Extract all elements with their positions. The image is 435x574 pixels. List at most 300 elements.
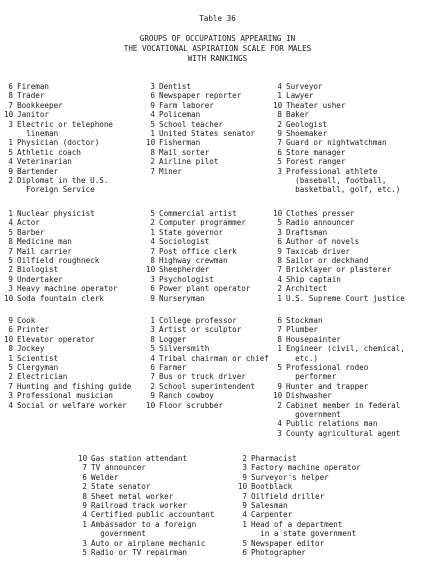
occupation-row [273, 138, 400, 147]
occupation-name: Bus or truck driver [159, 372, 246, 382]
group-4-column-2 [238, 454, 361, 557]
occupation-row [273, 325, 405, 334]
occupation-row [4, 294, 118, 303]
occupation-name: Cabinet member in federal [286, 400, 401, 410]
occupation-row [146, 344, 269, 353]
rank-number: 4 [277, 82, 282, 91]
rank-number: 9 [242, 472, 247, 482]
rank-number: 1 [150, 227, 155, 237]
rank-number [273, 372, 282, 381]
occupation-name: United States senator [159, 129, 256, 139]
occupation-name: Professional rodeo [286, 363, 369, 373]
occupation-row [78, 510, 214, 519]
rank-number: 7 [8, 246, 13, 256]
rank-number: 10 [146, 138, 156, 148]
occupation-row [273, 256, 405, 265]
occupation-name: Auto or airplane mechanic [91, 538, 206, 548]
occupation-row [4, 138, 113, 147]
occupation-row [4, 167, 113, 176]
occupation-name: Electric or telephone [17, 119, 114, 129]
occupation-row [4, 401, 131, 410]
occupation-row [146, 284, 250, 293]
rank-number: 10 [238, 482, 248, 492]
group-3-column-1 [4, 316, 131, 410]
group-1-column-1 [4, 82, 113, 195]
occupation-name: Clergyman [17, 363, 59, 373]
occupation-name: Medicine man [17, 237, 72, 247]
rank-number: 9 [8, 166, 13, 176]
occupation-row [273, 218, 405, 227]
occupation-row [146, 354, 269, 363]
rank-number: 9 [277, 381, 282, 391]
rank-number: 6 [8, 325, 13, 335]
rank-number: 2 [8, 176, 13, 186]
rank-number: 7 [150, 372, 155, 382]
rank-number [4, 129, 13, 138]
rank-number: 4 [150, 110, 155, 120]
occupation-row [4, 256, 118, 265]
occupation-row [273, 294, 405, 303]
occupation-name: Heavy machine operator [17, 284, 118, 294]
rank-number: 3 [277, 227, 282, 237]
occupation-row-continuation [273, 354, 405, 363]
rank-number: 5 [8, 256, 13, 266]
occupation-row [4, 247, 118, 256]
rank-number: 9 [8, 274, 13, 284]
rank-number: 6 [150, 284, 155, 294]
occupation-row [238, 501, 361, 510]
rank-number: 10 [4, 110, 14, 120]
occupation-name: Taxicab driver [286, 246, 351, 256]
occupation-row [146, 167, 255, 176]
occupation-name: Engineer (civil, chemical, [286, 344, 405, 354]
rank-number: 7 [82, 463, 87, 473]
occupation-name: Geologist [286, 119, 328, 129]
rank-number: 1 [8, 138, 13, 148]
occupation-name: Trader [17, 91, 45, 101]
rank-number: 2 [277, 400, 282, 410]
rank-number: 5 [82, 548, 87, 558]
occupation-row [238, 482, 361, 491]
occupation-name: Ranch cowboy [159, 391, 214, 401]
occupation-name: Cook [17, 316, 36, 325]
group-2-column-1 [4, 209, 118, 303]
occupation-name: Hunter and trapper [286, 381, 369, 391]
occupation-row [78, 492, 214, 501]
occupation-name: Oilfield roughneck [17, 256, 100, 266]
occupation-row-continuation [273, 372, 405, 381]
occupation-name: Sociologist [159, 237, 210, 247]
occupation-row [273, 110, 400, 119]
occupation-row-continuation [78, 529, 214, 538]
occupation-row [273, 120, 400, 129]
group-3-column-2 [146, 316, 269, 410]
occupation-row [273, 167, 400, 176]
occupation-name: Jockey [17, 344, 45, 354]
occupation-name: Baker [286, 110, 309, 120]
rank-number: 4 [8, 400, 13, 410]
occupation-name: Fisherman [159, 138, 201, 148]
rank-number: 9 [82, 501, 87, 511]
occupation-row [273, 419, 405, 428]
rank-number: 8 [277, 110, 282, 120]
occupation-name: TV announcer [91, 463, 146, 473]
rank-number: 8 [150, 334, 155, 344]
occupation-row-continuation [273, 185, 400, 194]
occupation-name: Author of novels [286, 237, 360, 247]
occupation-name: government [286, 410, 341, 420]
rank-number: 8 [277, 256, 282, 266]
group-2-column-3 [273, 209, 405, 303]
rank-number: 8 [8, 91, 13, 101]
rank-number: 4 [150, 353, 155, 363]
occupation-row [273, 148, 400, 157]
occupation-row [146, 120, 255, 129]
occupation-name: Guard or nightwatchman [286, 138, 387, 148]
occupation-row [238, 520, 361, 529]
occupation-name: Miner [159, 166, 182, 176]
occupation-row [273, 275, 405, 284]
occupation-name: Sheepherder [159, 265, 210, 275]
rank-number: 2 [8, 372, 13, 382]
occupation-name: Pharmacist [251, 454, 297, 463]
occupation-row [146, 209, 250, 218]
rank-number: 2 [82, 482, 87, 492]
rank-number: 5 [150, 119, 155, 129]
rank-number: 6 [150, 363, 155, 373]
occupation-name: Barber [17, 227, 45, 237]
occupation-name: Clothes presser [286, 209, 355, 218]
occupation-name: Bartender [17, 166, 59, 176]
occupation-name: Housepainter [286, 334, 341, 344]
occupation-row [146, 129, 255, 138]
occupation-name: Sheet metal worker [91, 491, 174, 501]
rank-number: 2 [150, 157, 155, 167]
occupation-name: Certified public accountant [91, 510, 215, 520]
rank-number: 6 [82, 472, 87, 482]
rank-number: 10 [146, 400, 156, 410]
rank-number: 2 [150, 381, 155, 391]
occupation-name: Elevator operator [17, 334, 95, 344]
occupation-row [273, 228, 405, 237]
rank-number: 7 [277, 325, 282, 335]
rank-number: 10 [78, 454, 88, 463]
rank-number: 1 [82, 519, 87, 529]
occupation-name: (baseball, football, [286, 176, 387, 186]
occupation-name: Nurseryman [159, 293, 205, 303]
rank-number: 7 [277, 138, 282, 148]
occupation-name: School superintendent [159, 381, 256, 391]
occupation-name: Post office clerk [159, 246, 237, 256]
rank-number: 6 [277, 237, 282, 247]
occupation-name: Store manager [286, 147, 346, 157]
rank-number [4, 185, 13, 194]
occupation-name: Mail carrier [17, 246, 72, 256]
occupation-row [4, 110, 113, 119]
occupation-row [78, 501, 214, 510]
rank-number: 5 [150, 209, 155, 218]
occupation-name: Floor scrubber [159, 400, 224, 410]
occupation-row [78, 520, 214, 529]
rank-number: 3 [82, 538, 87, 548]
occupation-name: Bookkeeper [17, 100, 63, 110]
rank-number: 3 [277, 166, 282, 176]
occupation-name: Veterinarian [17, 157, 72, 167]
rank-number: 6 [150, 91, 155, 101]
occupation-name: Radio or TV repairman [91, 548, 188, 558]
rank-number: 3 [150, 274, 155, 284]
table-label: Table 36 [199, 14, 236, 23]
occupation-row [238, 454, 361, 463]
rank-number: 8 [150, 256, 155, 266]
occupation-name: U.S. Supreme Court justice [286, 293, 405, 303]
rank-number: 5 [242, 538, 247, 548]
occupation-row [4, 237, 118, 246]
rank-number: 5 [8, 147, 13, 157]
occupation-name: Draftsman [286, 227, 328, 237]
occupation-name: lineman [17, 129, 59, 139]
occupation-row [4, 176, 113, 185]
occupation-row [4, 101, 113, 110]
rank-number [273, 354, 282, 363]
rank-number: 4 [277, 419, 282, 429]
occupation-name: Undertaker [17, 274, 63, 284]
occupation-row [146, 157, 255, 166]
rank-number: 4 [242, 510, 247, 520]
rank-number: 5 [150, 344, 155, 354]
occupation-name: in a state government [251, 529, 357, 539]
occupation-row [273, 129, 400, 138]
rank-number: 3 [242, 463, 247, 473]
rank-number: 2 [242, 454, 247, 463]
occupation-row [273, 82, 400, 91]
occupation-row [4, 209, 118, 218]
group-1-column-2 [146, 82, 255, 176]
occupation-name: Salesman [251, 501, 288, 511]
occupation-row [273, 382, 405, 391]
occupation-name: Railroad track worker [91, 501, 188, 511]
occupation-row [4, 148, 113, 157]
occupation-name: Lawyer [286, 91, 314, 101]
rank-number [238, 529, 247, 538]
rank-number: 10 [146, 265, 156, 275]
rank-number: 4 [150, 237, 155, 247]
rank-number: 1 [277, 344, 282, 354]
rank-number: 4 [277, 274, 282, 284]
rank-number: 5 [277, 363, 282, 373]
occupation-row [273, 284, 405, 293]
occupation-row [238, 510, 361, 519]
occupation-name: Professional musician [17, 391, 114, 401]
occupation-name: Farmer [159, 363, 187, 373]
occupation-row-continuation [238, 529, 361, 538]
group-1-column-3 [273, 82, 400, 195]
occupation-name: Airline pilot [159, 157, 219, 167]
occupation-row [273, 344, 405, 353]
occupation-name: Public relations man [286, 419, 378, 429]
occupation-row [273, 91, 400, 100]
occupation-row [4, 218, 118, 227]
occupation-row [146, 218, 250, 227]
rank-number: 9 [277, 129, 282, 139]
rank-number: 9 [150, 100, 155, 110]
rank-number: 3 [8, 284, 13, 294]
rank-number: 7 [8, 100, 13, 110]
occupation-name: Artist or sculptor [159, 325, 242, 335]
occupation-row-continuation [4, 185, 113, 194]
occupation-name: Athletic coach [17, 147, 82, 157]
occupation-row [273, 237, 405, 246]
occupation-row [146, 256, 250, 265]
occupation-name: Dentist [159, 82, 192, 91]
rank-number: 6 [242, 548, 247, 558]
rank-number: 6 [277, 316, 282, 325]
occupation-row [273, 429, 405, 438]
occupation-row [146, 275, 250, 284]
rank-number: 5 [8, 227, 13, 237]
occupation-name: Mail sorter [159, 147, 210, 157]
occupation-row [238, 473, 361, 482]
occupation-name: Gas station attendant [91, 454, 188, 463]
rank-number: 9 [150, 391, 155, 401]
occupation-name: Hunting and fishing guide [17, 381, 132, 391]
occupation-row [4, 284, 118, 293]
occupation-row [4, 382, 131, 391]
occupation-row [273, 265, 405, 274]
occupation-row [273, 247, 405, 256]
rank-number: 8 [82, 491, 87, 501]
occupation-name: government [91, 529, 146, 539]
occupation-row [146, 382, 269, 391]
occupation-name: Ship captain [286, 274, 341, 284]
occupation-row [4, 354, 131, 363]
occupation-row [238, 548, 361, 557]
rank-number: 10 [273, 100, 283, 110]
rank-number: 8 [277, 334, 282, 344]
rank-number: 4 [8, 157, 13, 167]
occupation-name: School teacher [159, 119, 224, 129]
occupation-name: Professional athlete [286, 166, 378, 176]
rank-number: 2 [8, 265, 13, 275]
occupation-name: Computer programmer [159, 218, 246, 228]
rank-number [273, 176, 282, 185]
rank-number: 5 [8, 363, 13, 373]
rank-number: 9 [242, 501, 247, 511]
rank-number: 3 [8, 391, 13, 401]
rank-number: 7 [277, 265, 282, 275]
occupation-row [146, 82, 255, 91]
rank-number: 10 [273, 209, 283, 218]
occupation-row [146, 335, 269, 344]
rank-number: 2 [277, 119, 282, 129]
rank-number: 2 [150, 218, 155, 228]
occupation-row [273, 335, 405, 344]
occupation-name: Social or welfare worker [17, 400, 127, 410]
occupation-row [146, 294, 250, 303]
rank-number: 3 [150, 82, 155, 91]
occupation-row [273, 157, 400, 166]
occupation-name: Physician (doctor) [17, 138, 100, 148]
occupation-row [78, 473, 214, 482]
occupation-name: Head of a department [251, 519, 343, 529]
rank-number: 8 [8, 237, 13, 247]
occupation-name: performer [286, 372, 337, 382]
rank-number: 5 [277, 157, 282, 167]
rank-number: 1 [8, 353, 13, 363]
occupation-row [4, 363, 131, 372]
rank-number: 7 [242, 491, 247, 501]
occupation-name: Photographer [251, 548, 306, 558]
occupation-row [146, 138, 255, 147]
occupation-name: Factory machine operator [251, 463, 361, 473]
occupation-name: Power plant operator [159, 284, 251, 294]
rank-number: 4 [82, 510, 87, 520]
occupation-row [146, 247, 250, 256]
occupation-name: State governor [159, 227, 224, 237]
occupation-row [146, 391, 269, 400]
occupation-name: basketball, golf, etc.) [286, 185, 401, 195]
title-line: WITH RANKINGS [187, 54, 248, 63]
occupation-name: State senator [91, 482, 151, 492]
occupation-row [78, 539, 214, 548]
occupation-name: Logger [159, 334, 187, 344]
occupation-name: Architect [286, 284, 328, 294]
occupation-name: Stockman [286, 316, 323, 325]
occupation-name: Farm laborer [159, 100, 214, 110]
occupation-row [238, 539, 361, 548]
occupation-row [78, 463, 214, 472]
rank-number: 3 [277, 428, 282, 438]
occupation-row [4, 275, 118, 284]
occupation-name: Oilfield driller [251, 491, 325, 501]
occupation-name: Bootblack [251, 482, 293, 492]
occupation-name: Nuclear physicist [17, 209, 95, 218]
occupation-name: Radio announcer [286, 218, 355, 228]
rank-number: 7 [8, 381, 13, 391]
rank-number: 9 [8, 316, 13, 325]
occupation-name: Electrician [17, 372, 68, 382]
occupation-name: Foreign Service [17, 185, 95, 195]
occupation-name: etc.) [286, 353, 319, 363]
occupation-name: Plumber [286, 325, 319, 335]
rank-number: 5 [277, 218, 282, 228]
rank-number: 3 [150, 325, 155, 335]
occupation-row [4, 335, 131, 344]
occupation-row [4, 228, 118, 237]
title-line: GROUPS OF OCCUPATIONS APPEARING IN [139, 34, 296, 43]
occupation-row [4, 157, 113, 166]
occupation-name: Tribal chairman or chief [159, 353, 269, 363]
occupation-row [238, 492, 361, 501]
rank-number: 8 [150, 147, 155, 157]
group-3-column-3 [273, 316, 405, 438]
occupation-name: Bricklayer or plasterer [286, 265, 392, 275]
occupation-name: Ambassador to a foreign [91, 519, 197, 529]
occupation-row [4, 325, 131, 334]
occupation-name: Fireman [17, 82, 50, 91]
rank-number: 6 [277, 147, 282, 157]
occupation-row [146, 363, 269, 372]
rank-number: 10 [4, 334, 14, 344]
occupation-name: Scientist [17, 353, 59, 363]
occupation-row [4, 316, 131, 325]
occupation-name: Psychologist [159, 274, 214, 284]
occupation-name: Sailor or deckhand [286, 256, 369, 266]
occupation-row [4, 372, 131, 381]
group-2-column-2 [146, 209, 250, 303]
rank-number: 1 [277, 293, 282, 303]
occupation-row [4, 344, 131, 353]
